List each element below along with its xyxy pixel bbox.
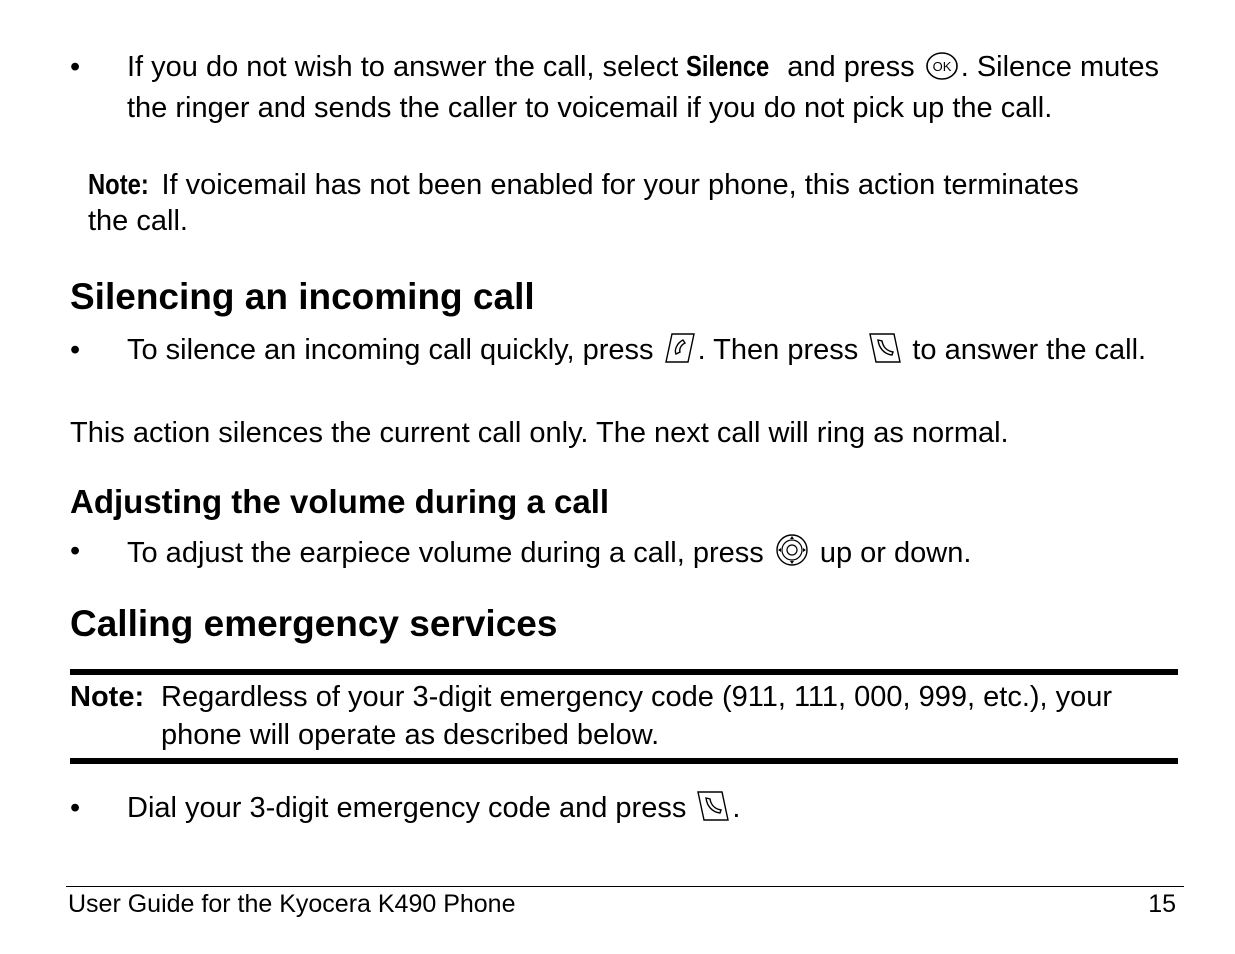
volume-bullet-part2: up or down. [811,537,972,569]
emergency-note-label: Note: [70,681,145,713]
send-key-icon [696,790,730,831]
footer-title: User Guide for the Kyocera K490 Phone [68,890,516,918]
volume-bullet-text [127,533,1177,576]
end-key-icon [664,332,696,373]
top-divider [70,669,1178,675]
silencing-bullet-part3: to answer the call. [904,334,1147,366]
footer-divider [66,886,1184,887]
bullet-symbol: • [70,535,81,567]
silence-bullet-part3: . Silence mutes the ringer and sends the caller to voicemail if you do not pick up the call. [127,51,1159,124]
silence-keyword: Silence [686,51,770,83]
silencing-paragraph: This action silences the current call only. The next call will ring as normal. [70,417,1009,449]
note-label: Note: [88,169,149,201]
note-text: If voicemail has not been enabled for your phone, this action terminates the call. [88,169,1079,237]
page-number: 15 [1148,890,1176,918]
send-key-icon [868,332,902,373]
emergency-bullet-part1: Dial your 3-digit emergency code and press [127,792,695,824]
bullet-symbol: • [70,792,81,824]
bottom-divider [70,758,1178,764]
silencing-bullet-part1: To silence an incoming call quickly, press [127,334,662,366]
emergency-bullet-text [127,790,1177,831]
bullet-symbol: • [70,334,81,366]
silence-bullet-part2: and press [779,51,923,83]
silence-bullet-part1: If you do not wish to answer the call, select [127,51,687,83]
navigation-key-icon [774,533,810,576]
bullet-symbol: • [70,51,81,83]
voicemail-note [88,167,1088,239]
emergency-note-text: Regardless of your 3-digit emergency code (911, 111, 000, 999, etc.), your phone will operate as described below. [161,681,1113,751]
silence-bullet-text [127,49,1177,126]
silencing-bullet-text [127,332,1177,373]
heading-emergency: Calling emergency services [70,603,558,644]
volume-bullet-part1: To adjust the earpiece volume during a call, press [127,537,772,569]
svg-text:OK: OK [932,59,952,74]
heading-silencing: Silencing an incoming call [70,276,535,317]
ok-key-icon [925,51,959,90]
silencing-bullet-part2: . Then press [697,334,867,366]
emergency-bullet-part2: . [732,792,741,824]
heading-volume: Adjusting the volume during a call [70,483,610,520]
